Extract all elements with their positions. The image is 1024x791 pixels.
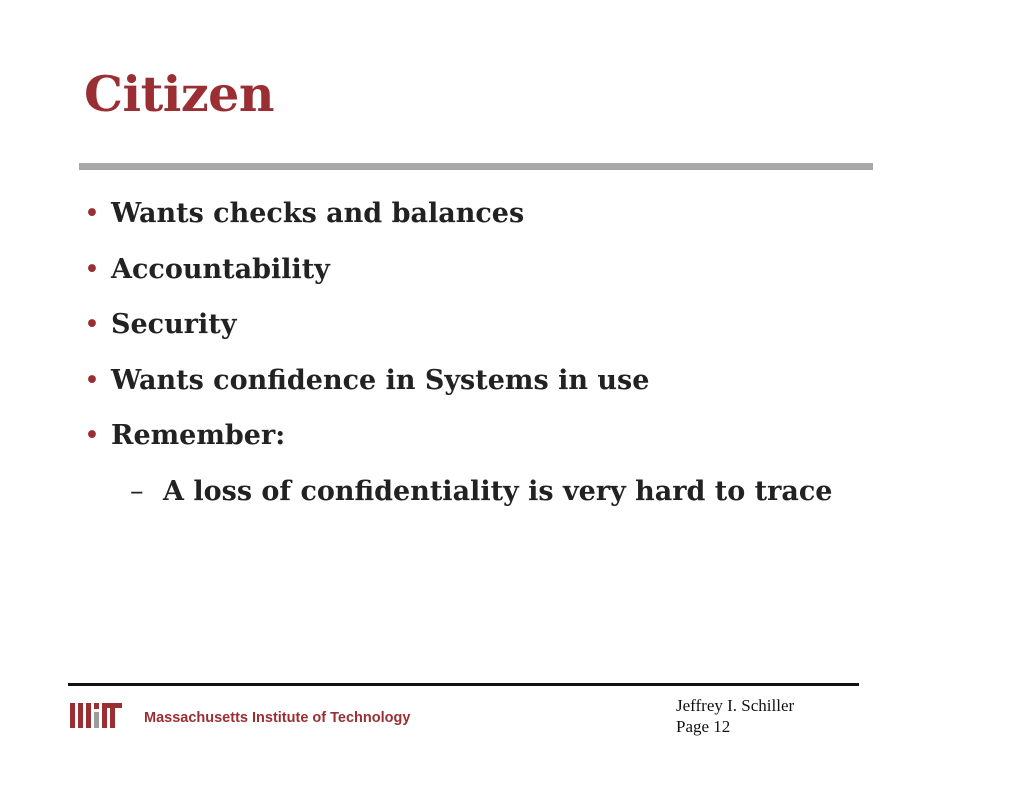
sub-bullet-marker: – [130,475,144,507]
bullet-marker: • [84,253,100,285]
bullet-text: Remember: [111,420,286,451]
bullet-text: Accountability [111,253,330,285]
page-number: Page 12 [676,717,731,736]
bullet-text: Wants checks and balances [111,198,525,229]
bullet-marker: • [84,420,100,451]
slide-title: Citizen [84,65,274,123]
bullet-marker: • [84,364,100,396]
mit-logo-icon [70,703,122,728]
institution-name: Massachusetts Institute of Technology [144,710,411,726]
sub-bullet-text: A loss of confidentiality is very hard to trace [163,475,833,507]
bullet-text: Wants confidence in Systems in use [111,364,650,396]
bullet-marker: • [84,309,100,340]
bullet-text: Security [111,309,237,340]
footer-divider [68,683,859,686]
bullet-marker: • [84,198,100,229]
author-name: Jeffrey I. Schiller [676,696,795,715]
title-divider [79,163,873,170]
